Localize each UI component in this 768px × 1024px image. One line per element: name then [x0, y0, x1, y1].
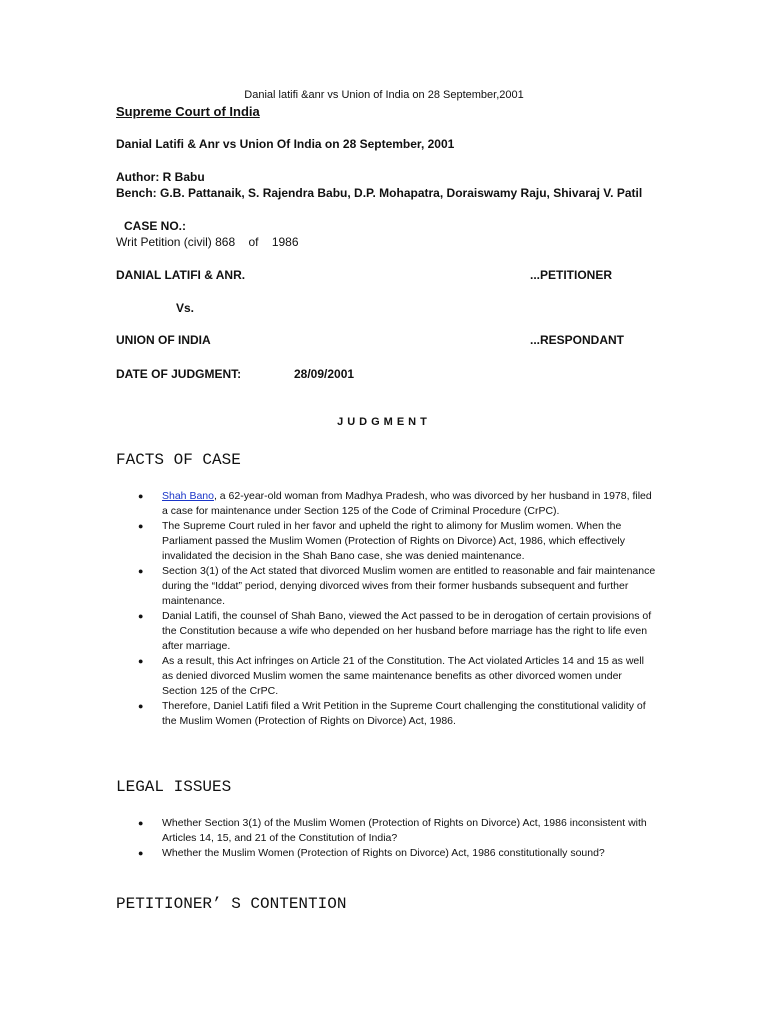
versus: Vs.	[176, 301, 195, 315]
case-title: Danial Latifi & Anr vs Union Of India on 28 September, 2001	[116, 137, 455, 151]
petitioner-name: DANIAL LATIFI & ANR.	[116, 268, 246, 282]
list-item	[116, 654, 656, 699]
running-header: Danial latifi &anr vs Union of India on 28 September,2001	[244, 89, 524, 101]
fact-text: Section 3(1) of the Act stated that divorced Muslim women are entitled to reasonable and fair maintenance during the “Iddat” period, denying divorced wives from their former husbands subsequent and further maintenance.	[162, 565, 656, 607]
issue-text: Whether the Muslim Women (Protection of Rights on Divorce) Act, 1986 constitutionally sound?	[162, 847, 605, 859]
list-item	[116, 699, 656, 729]
author-line: Author: R Babu	[116, 170, 205, 184]
bullet-icon: ●	[138, 818, 144, 828]
facts-list	[116, 489, 656, 729]
bullet-icon: ●	[138, 848, 144, 858]
shah-bano-link[interactable]: Shah Bano	[162, 490, 214, 502]
bullet-icon: ●	[138, 701, 144, 711]
issue-text: Whether Section 3(1) of the Muslim Women (Protection of Rights on Divorce) Act, 1986 inconsistent with Articles 14, 15, and 21 of the Constitution of India?	[162, 817, 647, 844]
list-item	[116, 609, 656, 654]
petitioner-role: ...PETITIONER	[530, 268, 613, 282]
respondent-role: ...RESPONDANT	[530, 333, 625, 347]
respondent-name: UNION OF INDIA	[116, 333, 211, 347]
bullet-icon: ●	[138, 491, 144, 501]
petitioner-contention-heading: PETITIONER’ S CONTENTION	[116, 895, 347, 913]
fact-text: Therefore, Daniel Latifi filed a Writ Petition in the Supreme Court challenging the constitutional validity of the Muslim Women (Protection of Rights on Divorce) Act, 1986.	[162, 700, 646, 727]
bullet-icon: ●	[138, 521, 144, 531]
fact-text: As a result, this Act infringes on Article 21 of the Constitution. The Act violated Articles 14 and 15 as well as denied divorced Muslim women the same maintenance benefits as other divorced women under Section 125 of the CrPC.	[162, 655, 644, 697]
legal-issues-heading: LEGAL ISSUES	[116, 778, 232, 796]
facts-heading: FACTS OF CASE	[116, 451, 241, 469]
list-item	[116, 564, 656, 609]
fact-text: The Supreme Court ruled in her favor and upheld the right to alimony for Muslim women. When the Parliament passed the Muslim Women (Protection of Rights on Divorce) Act, 1986, which effectively invalidated the decision in the Shah Bano case, she was denied maintenance.	[162, 520, 625, 562]
bullet-icon: ●	[138, 656, 144, 666]
date-value: 28/09/2001	[294, 367, 355, 381]
bullet-icon: ●	[138, 611, 144, 621]
issues-list	[116, 816, 656, 861]
list-item	[116, 489, 656, 519]
writ-petition: Writ Petition (civil) 868 of 1986	[116, 235, 299, 249]
fact-text: , a 62-year-old woman from Madhya Pradesh, who was divorced by her husband in 1978, filed a case for maintenance under Section 125 of the Code of Criminal Procedure (CrPC).	[162, 490, 652, 517]
case-no-label: CASE NO.:	[124, 219, 187, 233]
date-label: DATE OF JUDGMENT:	[116, 367, 242, 381]
list-item	[116, 519, 656, 564]
fact-text: Danial Latifi, the counsel of Shah Bano, viewed the Act passed to be in derogation of certain provisions of the Constitution because a wife who depended on her husband before marriage has the right to life even after marriage.	[162, 610, 652, 652]
bench-line: Bench: G.B. Pattanaik, S. Rajendra Babu, D.P. Mohapatra, Doraiswamy Raju, Shivaraj V. Patil	[116, 186, 643, 200]
list-item	[116, 846, 656, 861]
judgment-heading: JUDGMENT	[337, 416, 431, 428]
bullet-icon: ●	[138, 566, 144, 576]
list-item	[116, 816, 656, 846]
court-name: Supreme Court of India	[116, 104, 260, 119]
